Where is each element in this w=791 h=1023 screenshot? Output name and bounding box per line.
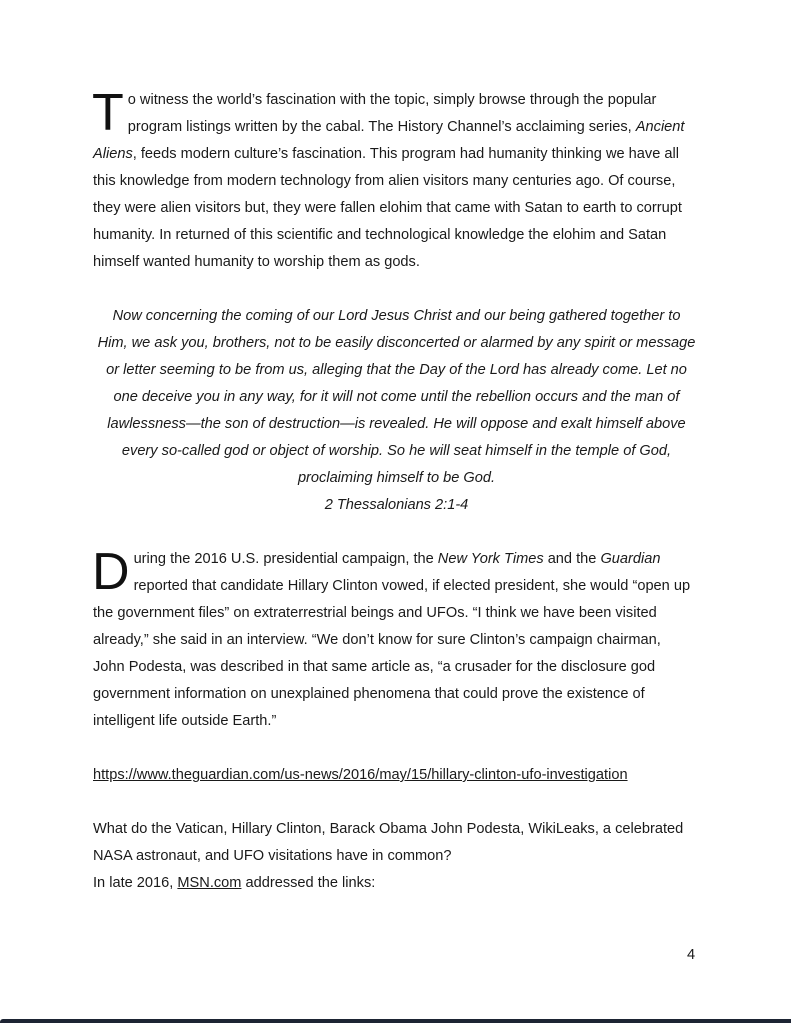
question-paragraph bbox=[93, 816, 693, 897]
publication-name: New York Times bbox=[437, 551, 544, 567]
source-link-paragraph bbox=[93, 762, 693, 789]
msn-link[interactable]: MSN.com bbox=[177, 875, 242, 891]
intro-paragraph bbox=[92, 84, 693, 276]
drop-cap: T bbox=[92, 84, 124, 142]
campaign-paragraph bbox=[92, 543, 693, 735]
scripture-quote bbox=[97, 303, 696, 519]
page-content bbox=[92, 84, 696, 897]
spacer bbox=[93, 735, 693, 762]
paragraph-text: reported that candidate Hillary Clinton vowed, if elected president, she would “open up the government files” on extraterrestrial beings and UFOs. “I think we have been visited already,” she said in an interview. “We don’t know for sure Clinton’s campaign chairman, John Podesta, was described in that same article as, “a crusader for the disclosure god government information on unexplained phenomena that could prove the existence of intelligent life outside Earth.” bbox=[93, 578, 691, 729]
page-bottom-edge bbox=[0, 1019, 791, 1023]
spacer bbox=[93, 789, 693, 816]
show-title: Ancient Aliens bbox=[93, 119, 685, 162]
paragraph-text: and the bbox=[543, 551, 601, 567]
paragraph-text: addressed the links: bbox=[241, 875, 376, 891]
paragraph-text: , feeds modern culture’s fascination. This program had humanity thinking we have all this knowledge from modern technology from alien visitors many centuries ago. Of course, they were alien visitors but, they were fallen elohim that came with Satan to earth to corrupt humanity. In returned of this scientific and technological knowledge the elohim and Satan himself wanted humanity to worship them as gods. bbox=[93, 146, 682, 270]
page-number: 4 bbox=[687, 947, 696, 963]
question-text: What do the Vatican, Hillary Clinton, Barack Obama John Podesta, WikiLeaks, a celebrated NASA astronaut, and UFO visitations have in common? bbox=[93, 821, 684, 864]
quote-text: Now concerning the coming of our Lord Jesus Christ and our being gathered together to Him, we ask you, brothers, not to be easily disconcerted or alarmed by any spirit or message or letter seeming to be from us, alleging that the Day of the Lord has already come. Let no one deceive you in any way, for it will not come until the rebellion occurs and the man of lawlessness—the son of destruction—is revealed. He will oppose and exalt himself above every so-called god or object of worship. So he will seat himself in the temple of God, proclaiming himself to be God. bbox=[97, 308, 696, 486]
quote-reference: 2 Thessalonians 2:1-4 bbox=[324, 497, 469, 513]
spacer bbox=[93, 519, 693, 546]
publication-name: Guardian bbox=[600, 551, 661, 567]
paragraph-text: o witness the world’s fascination with the topic, simply browse through the popular program listings written by the cabal. The History Channel’s acclaiming series, bbox=[127, 92, 657, 135]
paragraph-text: uring the 2016 U.S. presidential campaign, the bbox=[133, 551, 438, 567]
guardian-source-link[interactable]: https://www.theguardian.com/us-news/2016/may/15/hillary-clinton-ufo-investigation bbox=[93, 767, 628, 783]
paragraph-text: In late 2016, bbox=[93, 875, 178, 891]
spacer bbox=[93, 276, 693, 303]
drop-cap: D bbox=[92, 543, 130, 601]
